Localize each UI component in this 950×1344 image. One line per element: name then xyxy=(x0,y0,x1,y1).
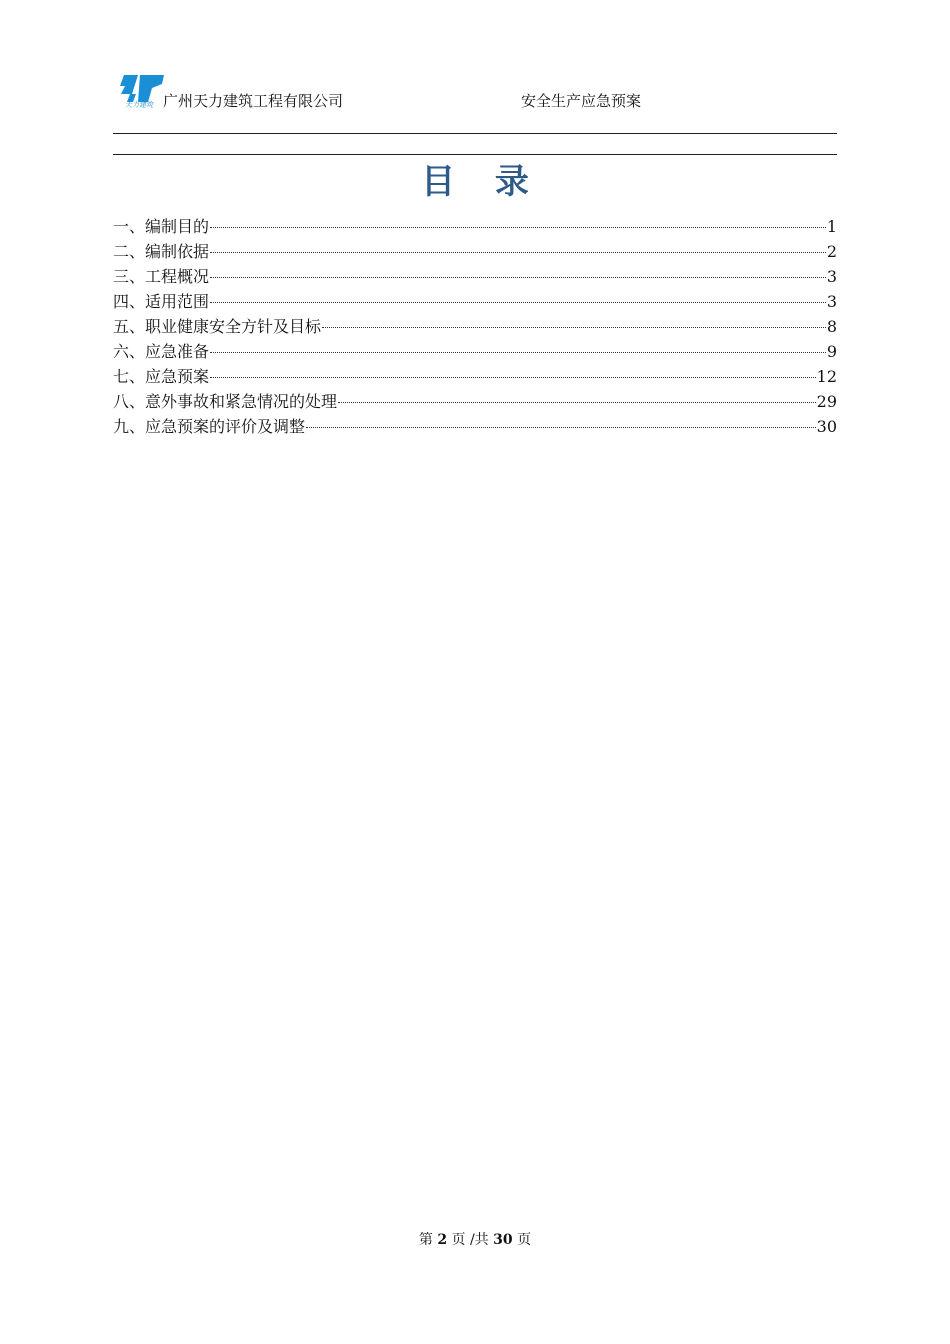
toc-entry-label: 三、工程概况 xyxy=(113,267,210,286)
toc-leader-dots xyxy=(210,376,816,378)
toc-entry[interactable] xyxy=(113,414,837,439)
toc-entry-page: 9 xyxy=(826,342,837,361)
toc-heading: 目 录 xyxy=(421,162,543,202)
toc-entry[interactable] xyxy=(113,339,837,364)
toc-entry-label: 七、应急预案 xyxy=(113,367,210,386)
toc-entry-label: 五、职业健康安全方针及目标 xyxy=(113,317,322,336)
toc-entry-page: 3 xyxy=(826,267,837,286)
toc-entry-page: 1 xyxy=(826,217,837,236)
toc-leader-dots xyxy=(322,326,826,328)
content-divider xyxy=(113,154,837,155)
toc-entry-page: 3 xyxy=(826,292,837,311)
footer-prefix: 第 xyxy=(418,1232,433,1248)
toc-entry[interactable] xyxy=(113,239,837,264)
toc-entry[interactable] xyxy=(113,364,837,389)
toc-leader-dots xyxy=(306,426,816,428)
toc-entry-page: 12 xyxy=(816,367,837,386)
toc-entry-label: 九、应急预案的评价及调整 xyxy=(113,417,306,436)
toc-entry[interactable] xyxy=(113,289,837,314)
header-divider xyxy=(113,133,837,134)
company-logo-icon xyxy=(118,74,164,108)
toc-entry-page: 29 xyxy=(816,392,837,411)
footer-middle: 页 /共 xyxy=(451,1232,489,1248)
page-footer xyxy=(0,1230,950,1250)
footer-suffix: 页 xyxy=(517,1232,532,1248)
toc-leader-dots xyxy=(338,401,816,403)
toc-leader-dots xyxy=(210,226,826,228)
logo-text: 天力建筑 xyxy=(125,101,153,108)
toc-entry[interactable] xyxy=(113,214,837,239)
footer-total-pages: 30 xyxy=(493,1232,513,1248)
toc-entry-label: 二、编制依据 xyxy=(113,242,210,261)
document-title: 安全生产应急预案 xyxy=(521,92,642,110)
toc-entry[interactable] xyxy=(113,314,837,339)
toc-entry-label: 八、意外事故和紧急情况的处理 xyxy=(113,392,338,411)
toc-entry-page: 2 xyxy=(826,242,837,261)
toc-entry[interactable] xyxy=(113,264,837,289)
toc-leader-dots xyxy=(210,276,826,278)
toc-entry-label: 四、适用范围 xyxy=(113,292,210,311)
toc-entry-page: 8 xyxy=(826,317,837,336)
toc-leader-dots xyxy=(210,301,826,303)
company-name: 广州天力建筑工程有限公司 xyxy=(163,92,344,110)
toc-entry-label: 一、编制目的 xyxy=(113,217,210,236)
toc-entry-page: 30 xyxy=(816,417,837,436)
toc-leader-dots xyxy=(210,251,826,253)
footer-current-page: 2 xyxy=(437,1232,448,1248)
table-of-contents xyxy=(113,214,837,439)
toc-leader-dots xyxy=(210,351,826,353)
toc-entry-label: 六、应急准备 xyxy=(113,342,210,361)
toc-entry[interactable] xyxy=(113,389,837,414)
page-header xyxy=(113,74,837,114)
